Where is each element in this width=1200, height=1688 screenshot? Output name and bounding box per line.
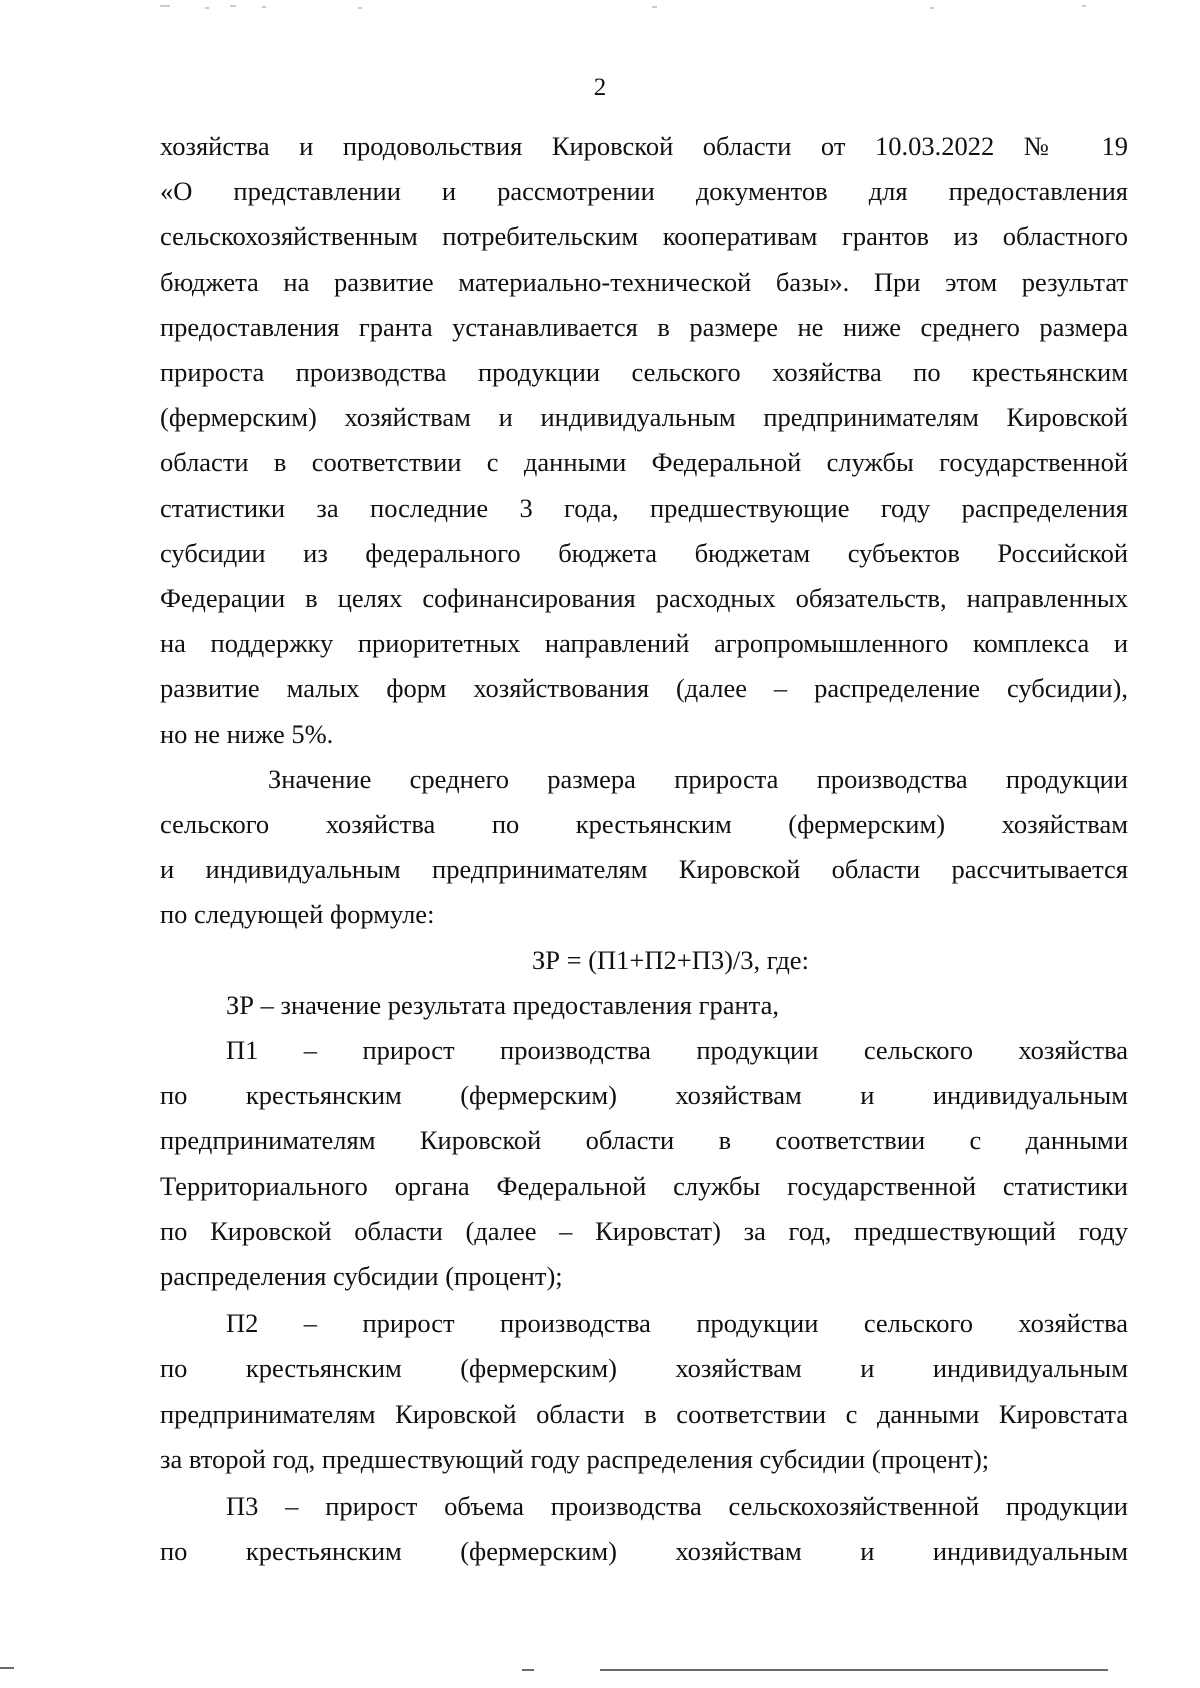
text-line: субсидии из федерального бюджета бюджетам субъектов Российской	[160, 537, 1128, 568]
text-line: П1 – прирост производства продукции сельского хозяйства	[226, 1035, 1128, 1066]
text-line: «О представлении и рассмотрении документов для предоставления	[160, 176, 1128, 207]
text-line: предпринимателям Кировской области в соответствии с данными	[160, 1125, 1128, 1156]
text-line: Значение среднего размера прироста производства продукции	[268, 763, 1128, 794]
text-line: сельскохозяйственным потребительским кооперативам грантов из областного	[160, 221, 1128, 252]
document-body	[160, 124, 1128, 1575]
page-number: 2	[593, 74, 607, 101]
paragraph-p2-definition	[160, 1301, 1128, 1482]
paragraph-zr-definition	[160, 983, 1128, 1028]
text-line: сельского хозяйства по крестьянским (фермерским) хозяйствам	[160, 809, 1128, 840]
paragraph-p1-definition	[160, 1028, 1128, 1299]
text-line: статистики за последние 3 года, предшествующие году распределения	[160, 492, 1128, 523]
text-line: за второй год, предшествующий году распределения субсидии (процент);	[160, 1443, 990, 1474]
text-line: но не ниже 5%.	[160, 718, 334, 749]
text-line: и индивидуальным предпринимателям Кировской области рассчитывается	[160, 854, 1128, 885]
paragraph-grant-result	[160, 124, 1128, 757]
text-line: области в соответствии с данными Федеральной службы государственной	[160, 447, 1128, 478]
text-line: (фермерским) хозяйствам и индивидуальным предпринимателям Кировской	[160, 402, 1128, 433]
text-line: П2 – прирост производства продукции сельского хозяйства	[226, 1308, 1128, 1339]
paragraph-average-value	[160, 757, 1128, 938]
text-line: предоставления гранта устанавливается в размере не ниже среднего размера	[160, 311, 1128, 342]
text-line: бюджета на развитие материально-технической базы». При этом результат	[160, 266, 1128, 297]
text-line: ЗР – значение результата предоставления гранта,	[226, 989, 779, 1020]
text-line: по крестьянским (фермерским) хозяйствам и индивидуальным	[160, 1080, 1128, 1111]
text-line: Территориального органа Федеральной службы государственной статистики	[160, 1170, 1128, 1201]
text-line: по Кировской области (далее – Кировстат) за год, предшествующий году	[160, 1215, 1128, 1246]
text-line: предпринимателям Кировской области в соответствии с данными Кировстата	[160, 1398, 1128, 1429]
text-line: распределения субсидии (процент);	[160, 1261, 563, 1292]
text-line: П3 – прирост объема производства сельскохозяйственной продукции	[226, 1491, 1128, 1522]
text-line: развитие малых форм хозяйствования (далее – распределение субсидии),	[160, 673, 1128, 704]
paragraph-p3-definition	[160, 1484, 1128, 1574]
text-line: по следующей формуле:	[160, 899, 435, 930]
text-line: по крестьянским (фермерским) хозяйствам и индивидуальным	[160, 1536, 1128, 1567]
formula: ЗР = (П1+П2+П3)/3, где:	[532, 944, 809, 975]
text-line: на поддержку приоритетных направлений агропромышленного комплекса и	[160, 628, 1128, 659]
text-line: по крестьянским (фермерским) хозяйствам и индивидуальным	[160, 1353, 1128, 1384]
text-line: хозяйства и продовольствия Кировской области от 10.03.2022 № 19	[160, 131, 1128, 161]
text-line: Федерации в целях софинансирования расходных обязательств, направленных	[160, 583, 1128, 614]
text-line: прироста производства продукции сельского хозяйства по крестьянским	[160, 357, 1128, 388]
